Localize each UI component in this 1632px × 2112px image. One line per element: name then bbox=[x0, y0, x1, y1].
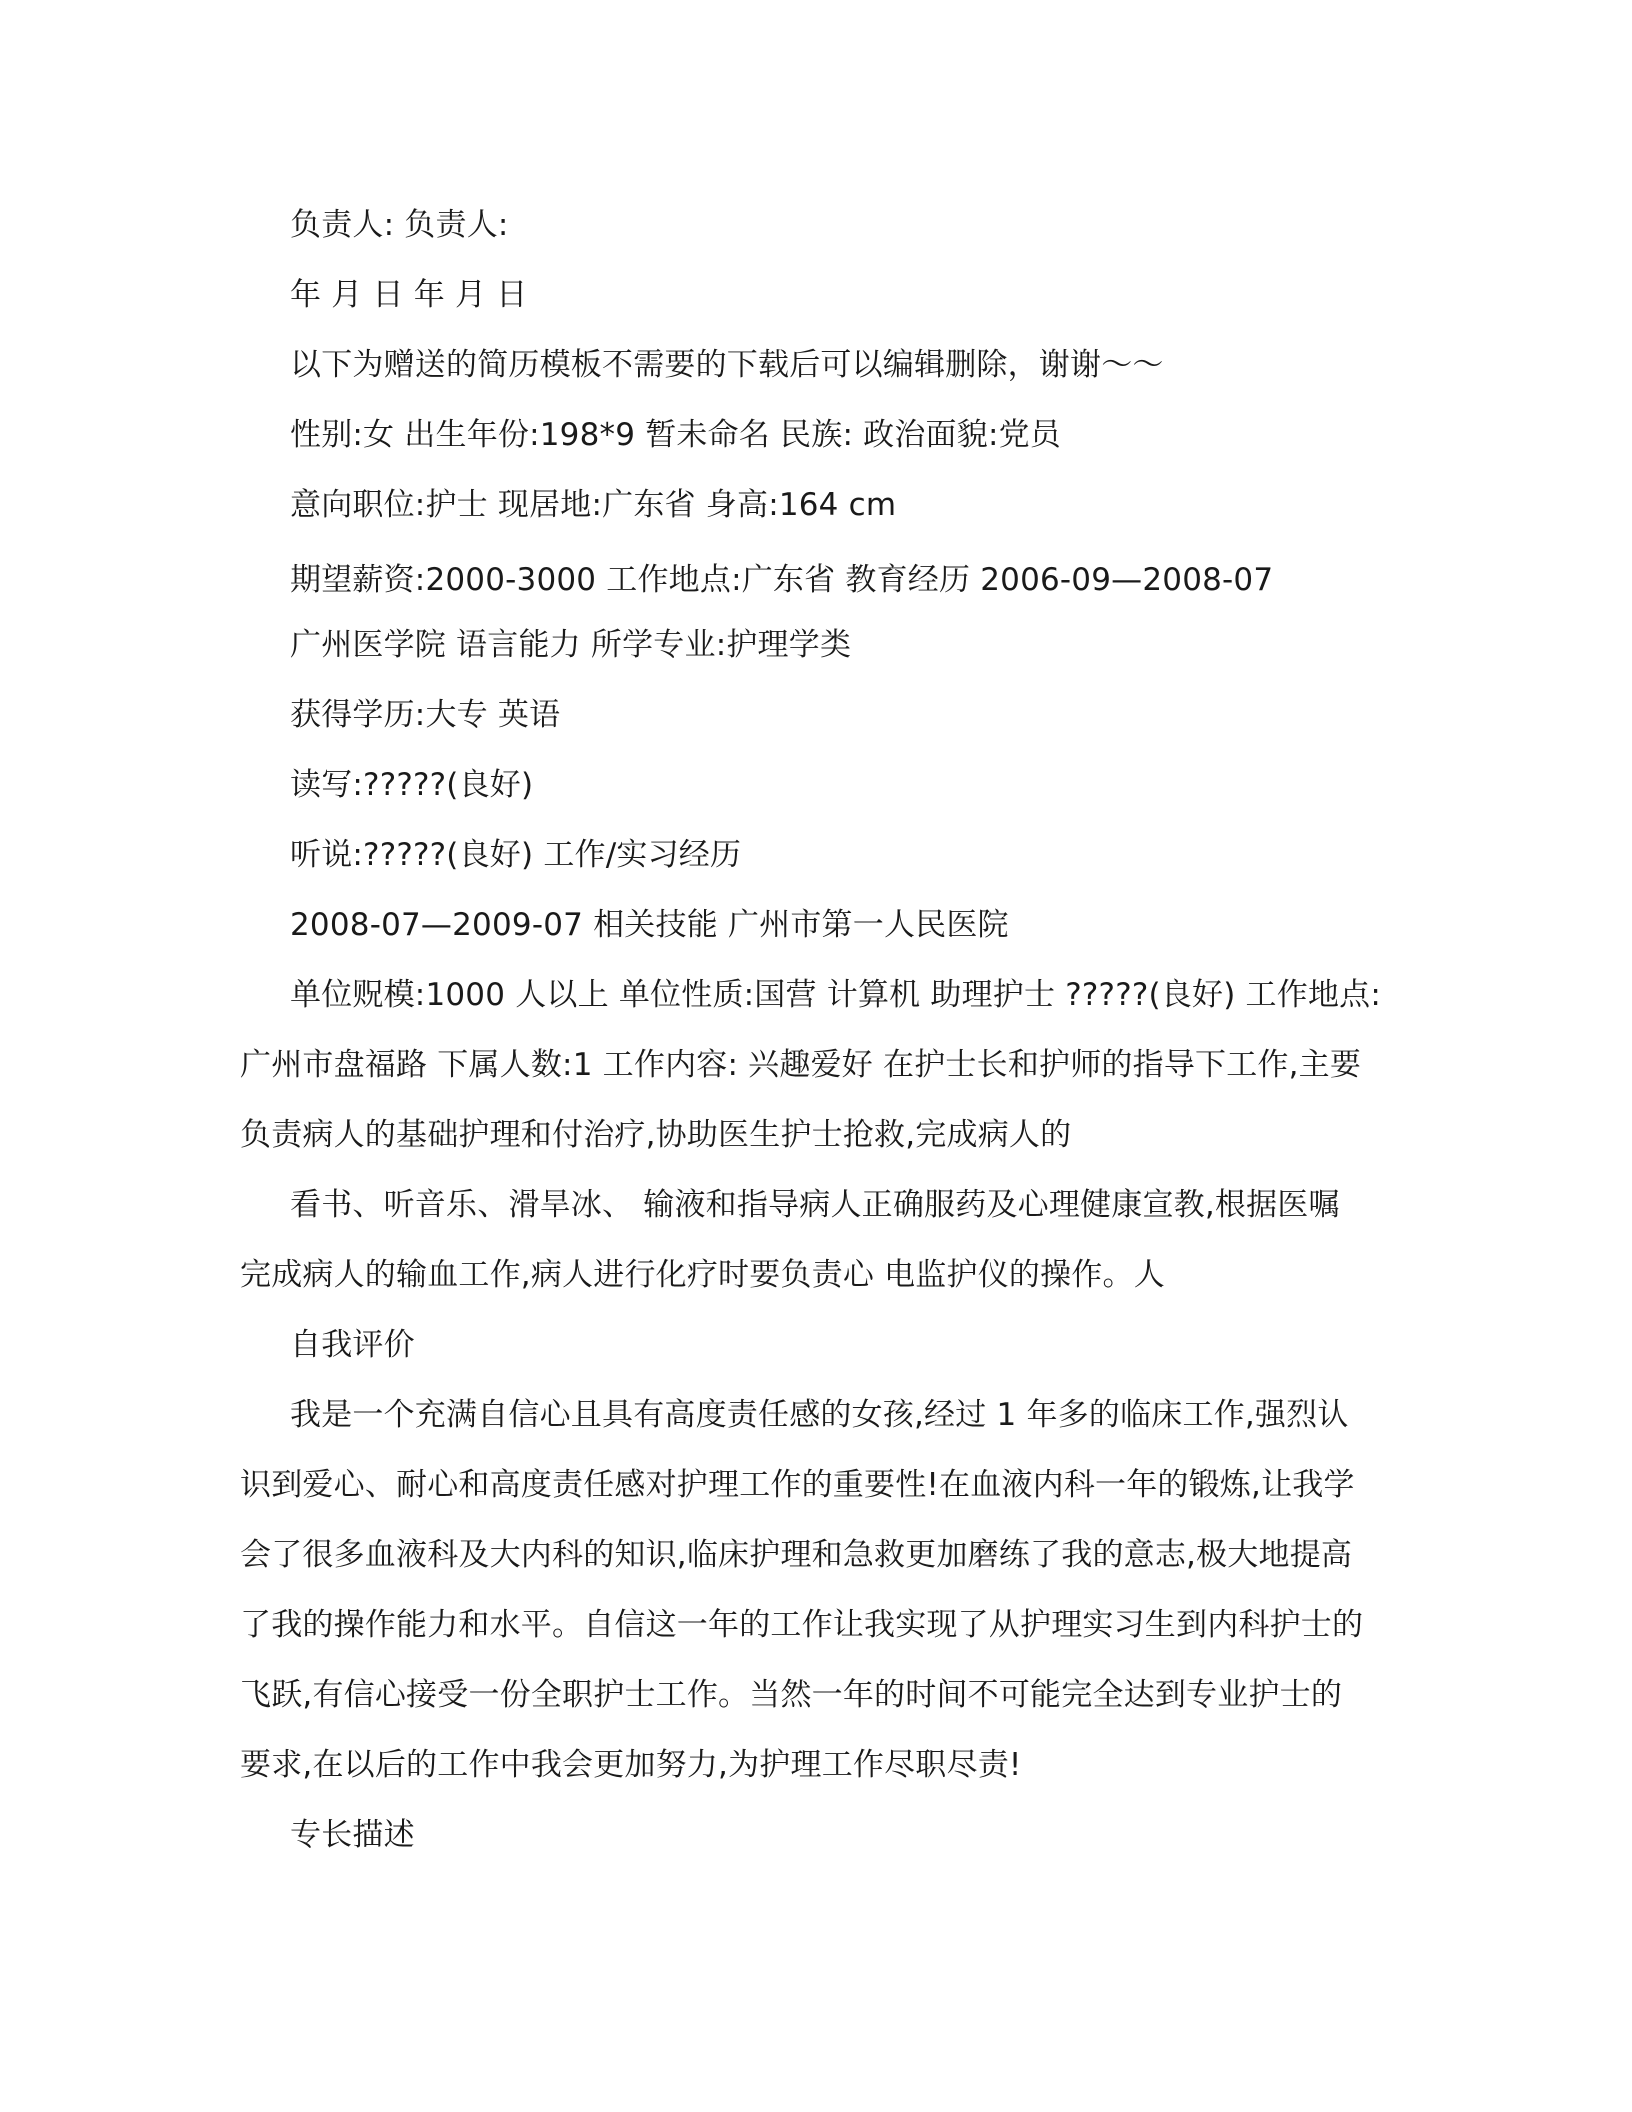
template-note: 以下为赠送的简历模板不需要的下载后可以编辑删除，谢谢～～ bbox=[290, 347, 1164, 383]
signature-line: 负责人: 负责人: bbox=[290, 207, 509, 243]
self-evaluation-line: 要求,在以后的工作中我会更加努力,为护理工作尽职尽责! bbox=[240, 1747, 1022, 1783]
degree-line: 获得学历:大专 英语 bbox=[290, 697, 561, 733]
self-evaluation-heading: 自我评价 bbox=[290, 1327, 415, 1363]
self-evaluation-line: 识到爱心、耐心和高度责任感对护理工作的重要性!在血液内科一年的锻炼,让我学 bbox=[240, 1467, 1355, 1503]
date-line: 年 月 日 年 月 日 bbox=[290, 277, 528, 313]
employer-info-line: 单位贶模:1000 人以上 单位性质:国营 计算机 助理护士 ?????(良好) 工作地点: bbox=[290, 977, 1382, 1013]
hobbies-line: 看书、听音乐、滑旱冰、 输液和指导病人正确服药及心理健康宣教,根据医嘱 bbox=[290, 1187, 1340, 1223]
school-major-line: 广州医学院 语言能力 所学专业:护理学类 bbox=[290, 627, 852, 663]
work-content-line: 负责病人的基础护理和付治疗,协助医生护士抢救,完成病人的 bbox=[240, 1117, 1072, 1153]
work-content-line: 广州市盘福路 下属人数:1 工作内容: 兴趣爱好 在护士长和护师的指导下工作,主要 bbox=[240, 1047, 1362, 1083]
listening-speaking-line: 听说:?????(良好) 工作/实习经历 bbox=[290, 837, 742, 873]
salary-education-line: 期望薪资:2000-3000 工作地点:广东省 教育经历 2006-09—2008-07 bbox=[290, 562, 1274, 598]
self-evaluation-line: 飞跃,有信心接受一份全职护士工作。当然一年的时间不可能完全达到专业护士的 bbox=[240, 1677, 1343, 1713]
self-evaluation-line: 了我的操作能力和水平。自信这一年的工作让我实现了从护理实习生到内科护士的 bbox=[240, 1607, 1364, 1643]
self-evaluation-line: 会了很多血液科及大内科的知识,临床护理和急救更加磨练了我的意志,极大地提高 bbox=[240, 1537, 1353, 1573]
job-intent-line: 意向职位:护士 现居地:广东省 身高:164 cm bbox=[290, 487, 897, 523]
self-evaluation-line: 我是一个充满自信心且具有高度责任感的女孩,经过 1 年多的临床工作,强烈认 bbox=[290, 1397, 1349, 1433]
work-content-line: 完成病人的输血工作,病人进行化疗时要负责心 电监护仪的操作。人 bbox=[240, 1257, 1165, 1293]
work-period-line: 2008-07—2009-07 相关技能 广州市第一人民医院 bbox=[290, 907, 1009, 943]
skills-heading: 专长描述 bbox=[290, 1817, 415, 1853]
reading-writing-line: 读写:?????(良好) bbox=[290, 767, 534, 803]
personal-info-line: 性别:女 出生年份:198*9 暂未命名 民族: 政治面貌:党员 bbox=[290, 417, 1061, 453]
